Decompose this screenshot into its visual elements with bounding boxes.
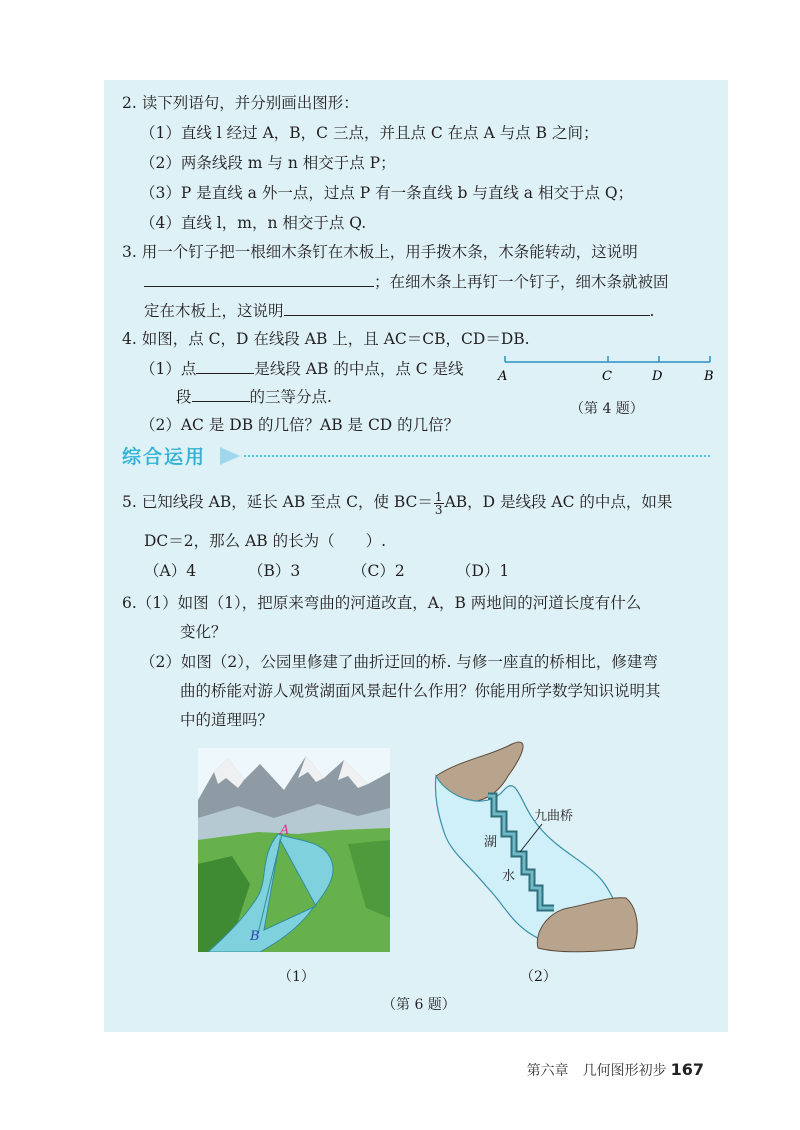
section-divider <box>244 455 710 457</box>
q4-part-1b: 段 的三等分点. <box>176 385 332 408</box>
point-label-a: A <box>280 823 290 838</box>
figure-1-caption: （1） <box>278 969 315 985</box>
section-arrow-icon <box>218 445 242 467</box>
answer-blank[interactable] <box>196 357 254 374</box>
q3-line-2: ；在细木条上再钉一个钉子，细木条就被固 <box>144 270 669 293</box>
q5-option-c: （C）2 <box>352 562 405 580</box>
q5-option-d: （D）1 <box>456 562 510 580</box>
q2-item-3: （3）P 是直线 a 外一点，过点 P 有一条直线 b 与直线 a 相交于点 Q； <box>140 184 634 202</box>
chapter-title: 第六章 几何图形初步 <box>526 1063 667 1079</box>
q2-item-1: （1）直线 l 经过 A，B，C 三点，并且点 C 在点 A 与点 B 之间； <box>140 124 599 142</box>
q6-caption: （第 6 题） <box>382 997 456 1013</box>
point-label-a: A <box>498 369 508 384</box>
q4-segment-figure <box>494 350 724 390</box>
lake-label-1: 湖 <box>484 835 498 850</box>
q5-line-1: 5. 已知线段 AB，延长 AB 至点 C，使 BC＝ $\frac{1}{3}$ AB，D 是线段 AC 的中点，如果 <box>122 489 673 517</box>
q6-part-2-line-1: （2）如图（2），公园里修建了曲折迂回的桥. 与修一座直的桥相比，修建弯 <box>140 653 658 671</box>
q6-part-1-line-2: 变化？ <box>180 623 227 641</box>
q3-line-3: 定在木板上，这说明 . <box>144 299 654 322</box>
q2-item-2: （2）两条线段 m 与 n 相交于点 P； <box>140 154 396 172</box>
lake-label-2: 水 <box>502 869 516 884</box>
q4-part-2: （2）AC 是 DB 的几倍？AB 是 CD 的几倍？ <box>140 416 460 434</box>
section-title: 综合运用 <box>122 446 207 468</box>
q6-part-1-line-1: 6.（1）如图（1），把原来弯曲的河道改直，A，B 两地间的河道长度有什么 <box>122 594 642 612</box>
q2-item-4: （4）直线 l，m，n 相交于点 Q. <box>140 214 367 232</box>
point-label-b: B <box>704 369 714 384</box>
answer-blank[interactable] <box>284 299 650 316</box>
q2-stem: 2. 读下列语句，并分别画出图形： <box>122 94 359 112</box>
q6-part-2-line-3: 中的道理吗？ <box>180 711 274 729</box>
q4-stem: 4. 如图，点 C，D 在线段 AB 上，且 AC＝CB，CD＝DB. <box>122 330 530 348</box>
page-footer <box>527 1060 704 1080</box>
q5-option-a: （A）4 <box>144 562 197 580</box>
q5-line-2: DC＝2，那么 AB 的长为（ ）. <box>144 532 387 550</box>
river-illustration <box>198 748 390 952</box>
q3-line-1: 3. 用一个钉子把一根细木条钉在木板上，用手拨木条，木条能转动，这说明 <box>122 243 638 261</box>
figure-2-caption: （2） <box>520 969 557 985</box>
point-label-c: C <box>602 369 612 384</box>
bridge-label: 九曲桥 <box>534 809 574 824</box>
page-number: 167 <box>670 1060 704 1079</box>
fraction-one-third: $\frac{1}{3}$ <box>434 489 443 517</box>
q4-caption: （第 4 题） <box>570 401 644 417</box>
bridge-diagram <box>430 736 640 954</box>
answer-blank[interactable] <box>192 385 250 402</box>
q4-part-1a: （1）点 是线段 AB 的中点，点 C 是线 <box>140 357 464 380</box>
q5-option-b: （B）3 <box>248 562 301 580</box>
q6-part-2-line-2: 曲的桥能对游人观赏湖面风景起什么作用？你能用所学数学知识说明其 <box>180 682 661 700</box>
answer-blank[interactable] <box>144 270 374 287</box>
point-label-d: D <box>652 369 663 384</box>
point-label-b: B <box>250 929 260 944</box>
